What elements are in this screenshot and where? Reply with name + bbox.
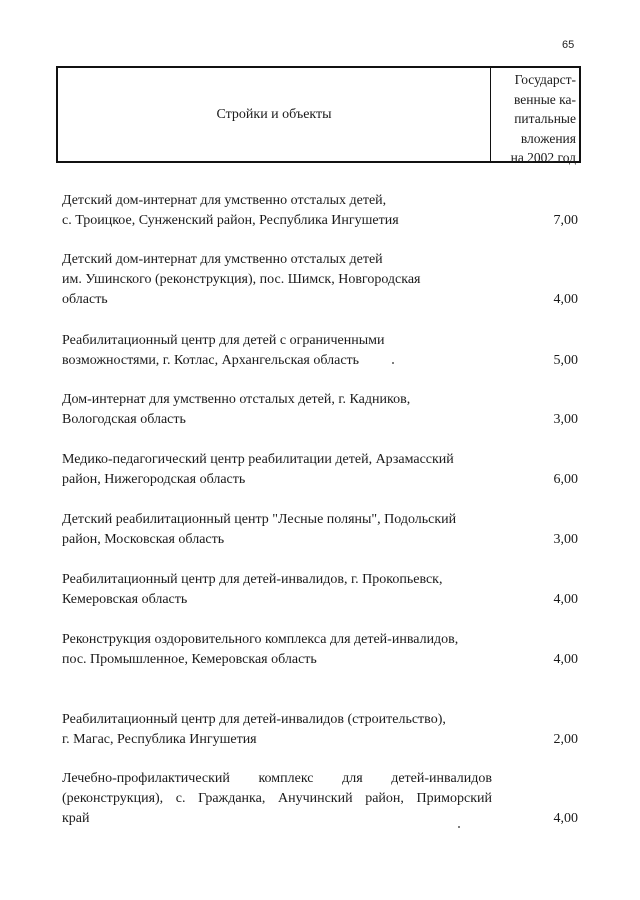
investment-value: 6,00 bbox=[553, 472, 578, 487]
scan-speck bbox=[392, 362, 394, 364]
table-header bbox=[56, 66, 581, 163]
object-line: Реабилитационный центр для детей-инвалидов, г. Прокопьевск, bbox=[62, 572, 443, 587]
investment-value: 3,00 bbox=[553, 412, 578, 427]
object-line: район, Нижегородская область bbox=[62, 472, 246, 487]
object-description bbox=[62, 710, 492, 750]
header-investments-line: питальные bbox=[514, 111, 576, 126]
investment-value: 5,00 bbox=[553, 353, 578, 368]
object-description bbox=[62, 769, 492, 829]
investment-value: 7,00 bbox=[553, 213, 578, 228]
object-description bbox=[62, 331, 492, 371]
investment-value: 4,00 bbox=[553, 652, 578, 667]
object-line: с. Троицкое, Сунженский район, Республика Ингушетия bbox=[62, 213, 399, 228]
object-line: Реабилитационный центр для детей-инвалидов (строительство), bbox=[62, 712, 446, 727]
object-line: г. Магас, Республика Ингушетия bbox=[62, 732, 257, 747]
table-row bbox=[62, 630, 578, 670]
investment-value: 4,00 bbox=[553, 592, 578, 607]
page-number: 65 bbox=[562, 39, 575, 51]
object-description bbox=[62, 570, 492, 610]
object-line: Детский дом-интернат для умственно отсталых детей, bbox=[62, 193, 387, 208]
header-objects-column: Стройки и объекты bbox=[58, 68, 491, 161]
investment-value: 4,00 bbox=[553, 292, 578, 307]
object-description bbox=[62, 191, 492, 231]
object-line: Дом-интернат для умственно отсталых детей, г. Кадников, bbox=[62, 392, 411, 407]
table-row bbox=[62, 390, 578, 430]
table-row bbox=[62, 510, 578, 550]
table-row bbox=[62, 191, 578, 231]
object-line: Медико-педагогический центр реабилитации детей, Арзамасский bbox=[62, 452, 454, 467]
object-line: пос. Промышленное, Кемеровская область bbox=[62, 652, 317, 667]
table-row bbox=[62, 250, 578, 310]
object-line: край bbox=[62, 811, 90, 826]
header-investments-line: Государст- bbox=[514, 72, 576, 87]
object-description bbox=[62, 510, 492, 550]
object-line: Кемеровская область bbox=[62, 592, 188, 607]
table-row bbox=[62, 450, 578, 490]
object-line: им. Ушинского (реконструкция), пос. Шимск, Новгородская bbox=[62, 272, 421, 287]
scan-speck bbox=[458, 826, 460, 828]
table-row bbox=[62, 570, 578, 610]
table-row bbox=[62, 331, 578, 371]
object-description bbox=[62, 450, 492, 490]
object-description bbox=[62, 250, 492, 310]
object-description bbox=[62, 630, 492, 670]
header-investments-line: на 2002 год bbox=[510, 150, 576, 165]
header-investments-line: вложения bbox=[520, 130, 576, 146]
header-investments-line: венные ка- bbox=[513, 91, 576, 107]
header-investments-column bbox=[491, 68, 579, 165]
object-line: Вологодская область bbox=[62, 412, 186, 427]
investment-value: 4,00 bbox=[553, 811, 578, 826]
object-line: (реконструкция), с. Гражданка, Анучинский район, Приморский bbox=[62, 791, 492, 806]
object-line: возможностями, г. Котлас, Архангельская область bbox=[62, 353, 360, 368]
object-line: Детский реабилитационный центр "Лесные поляны", Подольский bbox=[62, 512, 457, 527]
investment-value: 2,00 bbox=[553, 732, 578, 747]
object-line: Реабилитационный центр для детей с ограниченными bbox=[62, 333, 385, 348]
investment-value: 3,00 bbox=[553, 532, 578, 547]
table-row bbox=[62, 769, 578, 829]
object-line: Детский дом-интернат для умственно отсталых детей bbox=[62, 252, 383, 267]
object-line: район, Московская область bbox=[62, 532, 225, 547]
object-line: Лечебно-профилактический комплекс для детей-инвалидов bbox=[62, 771, 492, 786]
object-line: область bbox=[62, 292, 108, 307]
object-line: Реконструкция оздоровительного комплекса для детей-инвалидов, bbox=[62, 632, 459, 647]
table-row bbox=[62, 710, 578, 750]
object-description bbox=[62, 390, 492, 430]
